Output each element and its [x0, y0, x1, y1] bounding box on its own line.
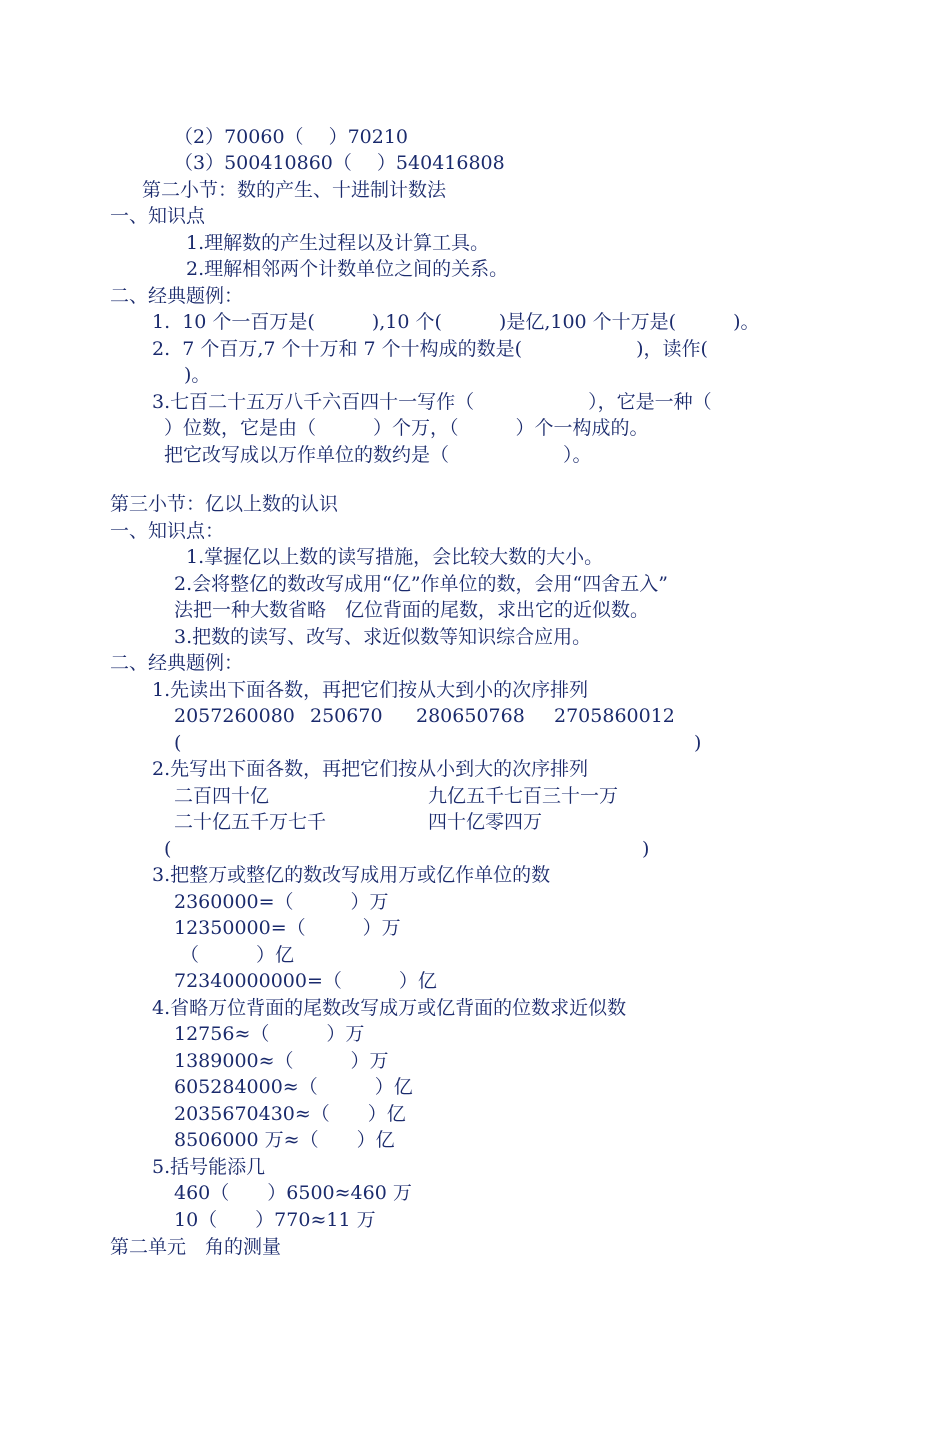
example-3: 3.把整万或整亿的数改写成用万或亿作单位的数: [152, 864, 551, 886]
number-item: 2705860012: [554, 705, 675, 727]
answer-bracket-close: ): [642, 838, 650, 860]
rewrite-item: 12350000=（ ）万: [174, 917, 401, 939]
knowledge-heading: 一、知识点: [110, 205, 206, 227]
knowledge-heading: 一、知识点：: [110, 520, 225, 542]
number-item: 250670: [310, 705, 383, 727]
fill-item: 460（ ）6500≈460 万: [174, 1182, 412, 1204]
fill-item: 10（ ）770≈11 万: [174, 1209, 376, 1231]
example-4: 4.省略万位背面的尾数改写成万或亿背面的位数求近似数: [152, 997, 627, 1019]
number-item: 二百四十亿: [174, 785, 270, 807]
unit-2-heading: 第二单元 角的测量: [110, 1236, 282, 1258]
rewrite-item: 72340000000=（ ）亿: [174, 970, 437, 992]
exercise-2-line: （2）70060（ ）70210: [174, 126, 409, 148]
section-3-heading: 第三小节：亿以上数的认识: [110, 493, 339, 515]
answer-bracket-close: ): [694, 732, 702, 754]
knowledge-item: 2.会将整亿的数改写成用“亿”作单位的数，会用“四舍五入”: [174, 573, 668, 595]
examples-heading: 二、经典题例：: [110, 652, 244, 674]
rewrite-item: 2360000=（ ）万: [174, 891, 389, 913]
example-3: 3.七百二十五万八千六百四十一写作（ ），它是一种（: [152, 391, 712, 413]
section-2-heading: 第二小节：数的产生、十进制计数法: [142, 179, 447, 201]
approx-item: 8506000 万≈（ ）亿: [174, 1129, 395, 1151]
approx-item: 2035670430≈（ ）亿: [174, 1103, 406, 1125]
approx-item: 12756≈（ ）万: [174, 1023, 365, 1045]
number-item: 二十亿五千万七千: [174, 811, 327, 833]
example-1: 1.先读出下面各数，再把它们按从大到小的次序排列: [152, 679, 589, 701]
example-1: 1. 10 个一百万是( ),10 个( )是亿,100 个十万是( )。: [152, 311, 760, 333]
approx-item: 1389000≈（ ）万: [174, 1050, 389, 1072]
number-item: 2057260080: [174, 705, 295, 727]
knowledge-item-cont: 法把一种大数省略 亿位背面的尾数，求出它的近似数。: [174, 599, 650, 621]
example-3-rewrite: 把它改写成以万作单位的数约是（ ）。: [164, 444, 592, 466]
number-item: 四十亿零四万: [428, 811, 543, 833]
example-2: 2. 7 个百万,7 个十万和 7 个十构成的数是( )，读作(: [152, 338, 708, 360]
approx-item: 605284000≈（ ）亿: [174, 1076, 413, 1098]
knowledge-item: 1.掌握亿以上数的读写措施，会比较大数的大小。: [186, 546, 604, 568]
answer-bracket-open: (: [174, 732, 182, 754]
rewrite-item: （ ）亿: [180, 944, 295, 966]
answer-bracket-open: (: [164, 838, 172, 860]
example-2-cont: )。: [184, 364, 211, 386]
number-item: 280650768: [416, 705, 525, 727]
number-item: 九亿五千七百三十一万: [428, 785, 619, 807]
example-5: 5.括号能添几: [152, 1156, 266, 1178]
knowledge-item: 3.把数的读写、改写、求近似数等知识综合应用。: [174, 626, 592, 648]
exercise-3-line: （3）500410860（ ）540416808: [174, 152, 505, 174]
knowledge-item: 1.理解数的产生过程以及计算工具。: [186, 232, 490, 254]
examples-heading: 二、经典题例：: [110, 285, 244, 307]
example-3-cont: ）位数，它是由（ ）个万，（ ）个一构成的。: [164, 417, 649, 439]
knowledge-item: 2.理解相邻两个计数单位之间的关系。: [186, 258, 509, 280]
example-2: 2.先写出下面各数，再把它们按从小到大的次序排列: [152, 758, 589, 780]
